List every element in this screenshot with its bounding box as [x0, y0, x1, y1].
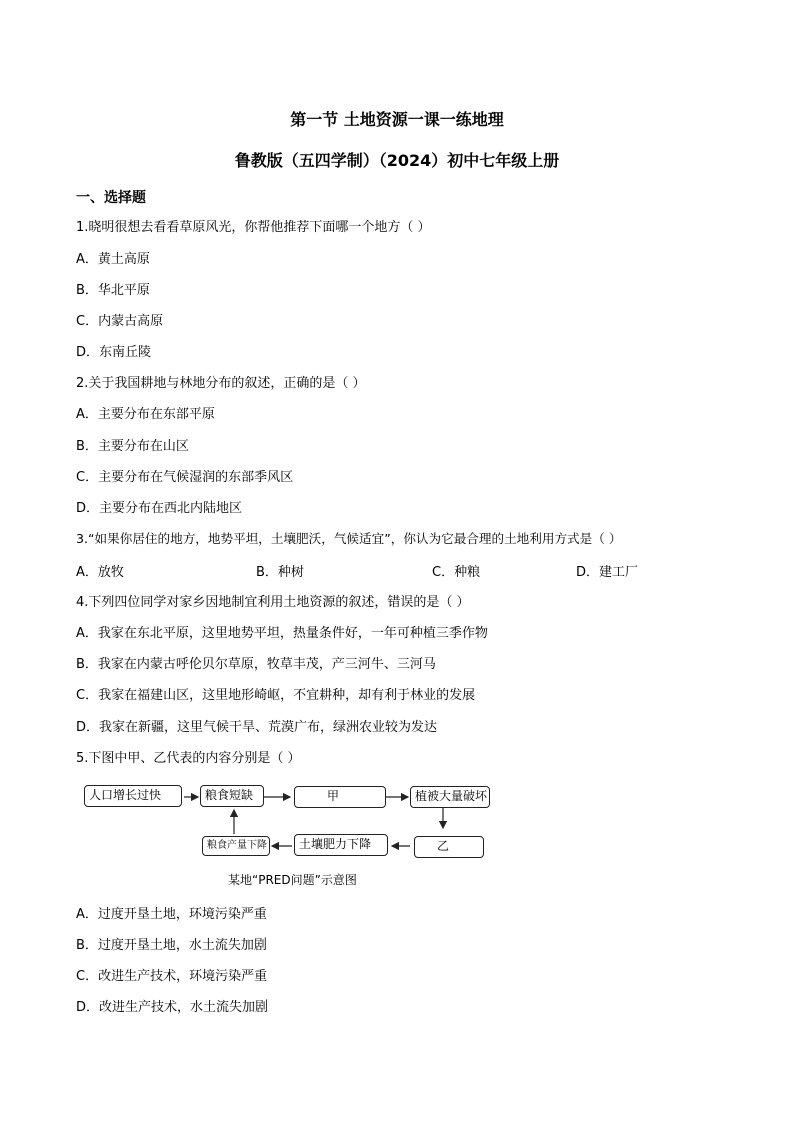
box-vegetation-destruction: 植被大量破坏 — [410, 786, 490, 808]
box-grain-yield-decline: 粮食产量下降 — [202, 836, 270, 856]
question-4-option-a[interactable]: A．我家在东北平原，这里地势平坦，热量条件好，一年可种植三季作物 — [76, 626, 488, 641]
document-subtitle: 鲁教版（五四学制）（2024）初中七年级上册 — [234, 151, 560, 170]
question-5-option-a[interactable]: A．过度开垦土地，环境污染严重 — [76, 907, 267, 922]
question-4-option-d[interactable]: D．我家在新疆，这里气候干旱、荒漠广布，绿洲农业较为发达 — [76, 720, 438, 735]
question-5-stem: 5.下图中甲、乙代表的内容分别是（ ） — [76, 751, 301, 766]
box-soil-fertility-decline: 土壤肥力下降 — [294, 834, 388, 856]
question-2-option-b[interactable]: B．主要分布在山区 — [76, 439, 189, 454]
question-2-option-c[interactable]: C．主要分布在气候湿润的东部季风区 — [76, 470, 294, 485]
question-1-option-a[interactable]: A．黄土高原 — [76, 252, 150, 267]
question-3-option-b[interactable]: B．种树 — [256, 565, 304, 580]
question-1-option-b[interactable]: B．华北平原 — [76, 283, 150, 298]
question-2-stem: 2.关于我国耕地与林地分布的叙述，正确的是（ ） — [76, 376, 366, 391]
question-3-option-a[interactable]: A．放牧 — [76, 565, 124, 580]
question-3-option-c[interactable]: C．种粮 — [432, 565, 481, 580]
question-4-option-b[interactable]: B．我家在内蒙古呼伦贝尔草原，牧草丰茂，产三河牛、三河马 — [76, 657, 436, 672]
question-1-option-d[interactable]: D．东南丘陵 — [76, 345, 152, 360]
section-heading: 一、选择题 — [76, 190, 146, 206]
question-2-option-d[interactable]: D．主要分布在西北内陆地区 — [76, 501, 243, 516]
question-5-option-b[interactable]: B．过度开垦土地，水土流失加剧 — [76, 938, 267, 953]
diagram-caption: 某地“PRED问题”示意图 — [228, 873, 357, 887]
box-food-shortage: 粮食短缺 — [200, 785, 264, 807]
question-4-stem: 4.下列四位同学对家乡因地制宜利用土地资源的叙述，错误的是（ ） — [76, 595, 470, 610]
question-1-option-c[interactable]: C．内蒙古高原 — [76, 314, 164, 329]
box-jia: 甲 — [294, 786, 386, 808]
question-3-stem: 3.“如果你居住的地方，地势平坦，土壤肥沃，气候适宜”，你认为它最合理的土地利用方式是（ ） — [76, 531, 622, 546]
question-1-stem: 1.晓明很想去看看草原风光，你帮他推荐下面哪一个地方（ ） — [76, 220, 431, 235]
question-5-option-c[interactable]: C．改进生产技术，环境污染严重 — [76, 969, 268, 984]
document-title: 第一节 土地资源一课一练地理 — [290, 110, 504, 129]
question-2-option-a[interactable]: A．主要分布在东部平原 — [76, 407, 215, 422]
question-3-option-d[interactable]: D．建工厂 — [576, 565, 639, 580]
box-population-growth: 人口增长过快 — [84, 785, 182, 807]
question-5-option-d[interactable]: D．改进生产技术，水土流失加剧 — [76, 1000, 269, 1015]
box-yi: 乙 — [414, 836, 484, 858]
question-4-option-c[interactable]: C．我家在福建山区，这里地形崎岖，不宜耕种，却有利于林业的发展 — [76, 688, 476, 703]
pred-flow-diagram — [80, 776, 500, 866]
